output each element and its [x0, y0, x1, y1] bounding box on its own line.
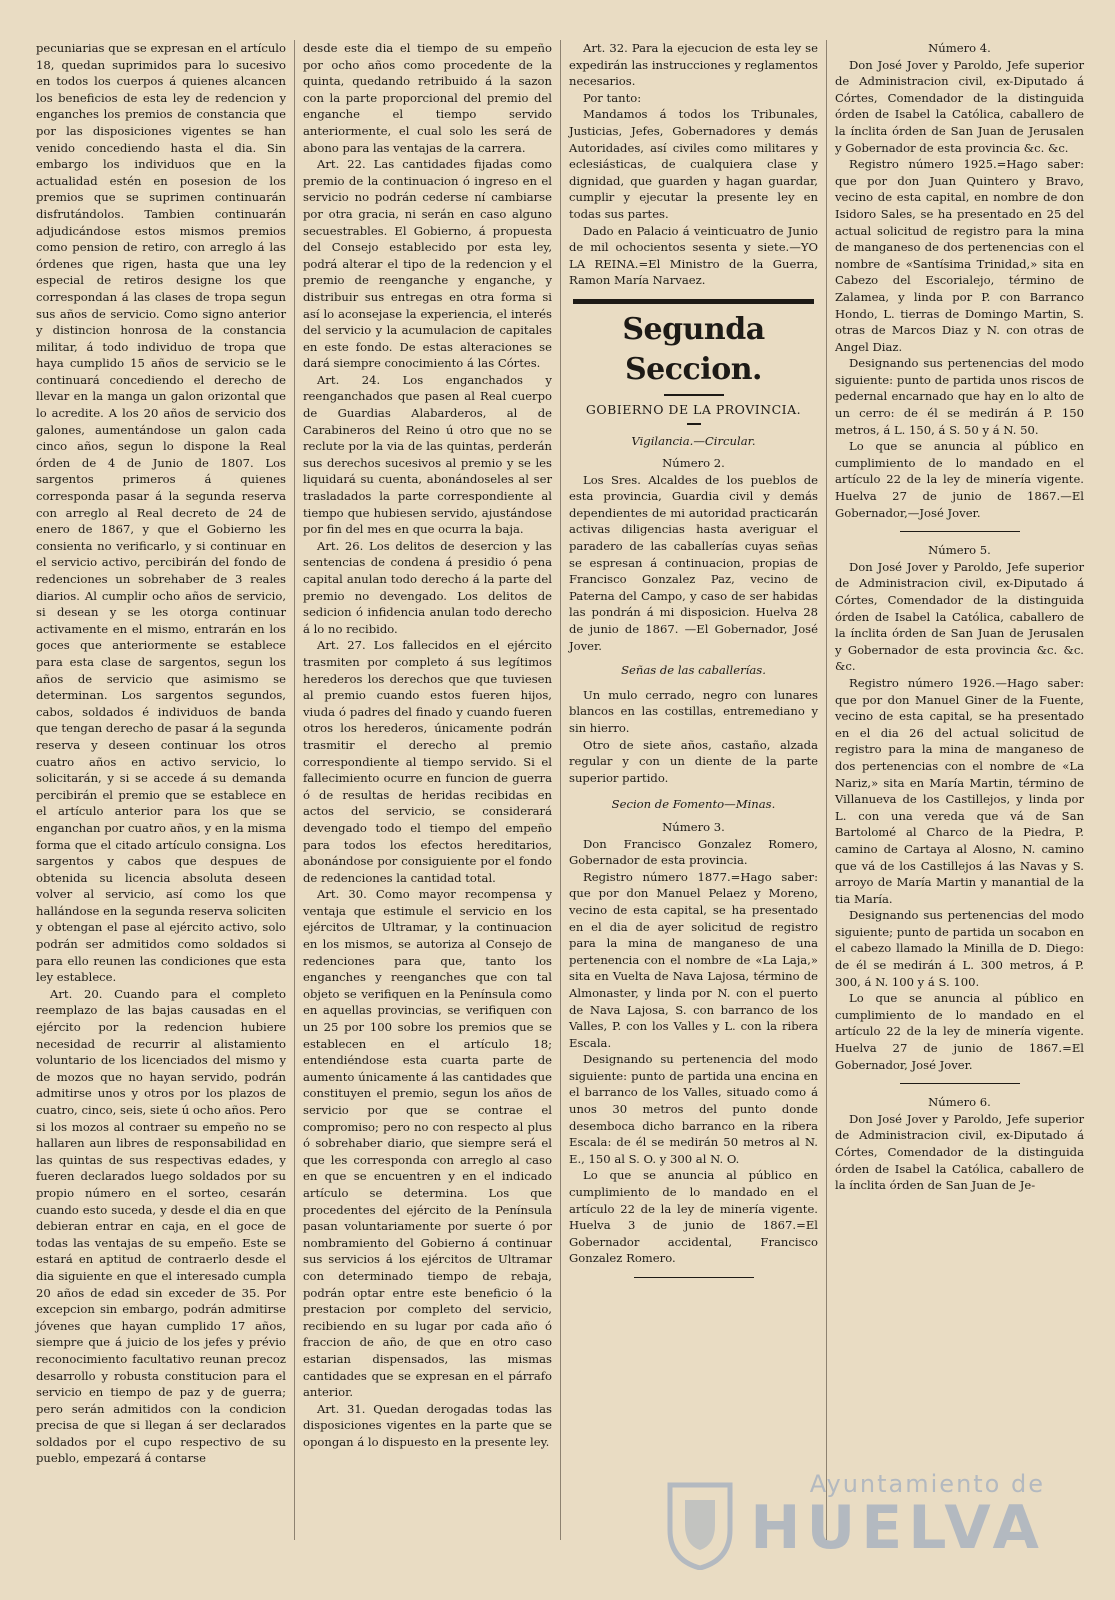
column-4 [826, 40, 1092, 1540]
government-title: GOBIERNO DE LA PROVINCIA. [585, 401, 802, 417]
number-2-heading: Número 2. [662, 456, 725, 471]
divider [687, 423, 701, 425]
paragraph: Don José Jover y Paroldo, Jefe superior de Administracion civil, ex-Diputado á Córtes, Comendador de la distinguida órden de Isabel la Católica, caballero de la ínclita órden de San Juan de Jerusalen y Gobernador de esta provincia &c. &c. &c. [835, 559, 1084, 674]
paragraph: Art. 20. Cuando para el completo reemplazo de las bajas causadas en el ejército por la redencion hubiere necesidad de recurrir al alistamiento voluntario de los licenciados del mismo y de mozos que no hayan servido, podrán admitirse unos y otros por los plazos de cuatro, cinco, seis, siete ú ocho años. Pero si los mozos al contraer su empeño no se hallaren aun libres de responsabilidad en las quintas de sus respectivas edades, y fueren declarados luego soldados por su propio número en el sorteo, cesarán cuando esto suceda, y desde el dia en que debieran entrar en caja, en el goce de todas las ventajas de su empeño. Este se estará en aptitud de contraerlo desde el dia siguiente en que el interesado cumpla 20 años de edad sin exceder de 35. Por excepcion sin embargo, podrán admitirse jóvenes que hayan cumplido 17 años, siempre que á juicio de los jefes y prévio reconocimiento facultativo reunan precoz desarrollo y robusta constitucion para el servicio en tiempo de paz y de guerra; pero serán admitidos con la condicion precisa de que si llegan á ser declarados soldados por el cupo respectivo de su pueblo, empezará á contarse [36, 986, 286, 1466]
section-rule [573, 299, 814, 304]
divider [634, 1277, 754, 1278]
paragraph: Designando su pertenencia del modo siguiente: punto de partida una encina en el barranco de los Valles, situado como á unos 30 metros del punto donde desemboca dicho barranco en la ribera Escala: de él se medirán 50 metros al N. E., 150 al S. O. y 300 al N. O. [569, 1052, 818, 1166]
paragraph: Don José Jover y Paroldo, Jefe superior de Administracion civil, ex-Diputado á Córtes, Comendador de la distinguida órden de Isabel la Católica, caballero de la ínclita órden de San Juan de Je- [835, 1111, 1084, 1193]
fomento-heading: Secion de Fomento—Minas. [611, 797, 776, 812]
paragraph: Art. 22. Las cantidades fijadas como premio de la continuacion ó ingreso en el servicio no podrán cederse ní cambiarse por otra gracia, ni serán en caso alguno secuestrables. El Gobierno, á propuesta del Consejo establecido por esta ley, podrá alterar el tipo de la redencion y el premio de reenganche y enganche, y distribuir sus entregas en otra forma si así lo aconsejase la experiencia, el interés del servicio y la acumulacion de capitales en este fondo. De estas alteraciones se dará siempre conocimiento á las Córtes. [303, 157, 552, 371]
paragraph: Art. 31. Quedan derogadas todas las disposiciones vigentes en la parte que se opongan á lo dispuesto en la presente ley. [303, 1401, 552, 1449]
paragraph: Lo que se anuncia al público en cumplimiento de lo mandado en el artículo 22 de la ley de minería vigente. Huelva 3 de junio de 1867.=El Gobernador accidental, Francisco Gonzalez Romero. [569, 1168, 818, 1266]
paragraph: Art. 26. Los delitos de desercion y las sentencias de condena á presidio ó pena capital anulan todo derecho á la parte del premio no devengado. Los delitos de sedicion ó infidencia anulan todo derecho á lo no recibido. [303, 538, 552, 636]
column-1 [28, 40, 294, 1540]
number-3-heading: Número 3. [662, 819, 725, 834]
paragraph: Registro número 1926.—Hago saber: que por don Manuel Giner de la Fuente, vecino de esta capital, se ha presentado en el dia 26 del actual solicitud de registro para la mina de manganeso de dos pertenencias con el nombre de «La Nariz,» sita en María Martin, término de Villanueva de los Castillejos, y linda por L. con una vereda que vá de San Bartolomé al Charco de la Piedra, P. camino de Cartaya al Alosno, N. camino que vá de los Castillejos á las Navas y S. arroyo de María Martin y manantial de la tia María. [835, 675, 1084, 906]
divider [900, 531, 1020, 532]
vigilancia-heading: Vigilancia.—Circular. [631, 433, 756, 448]
paragraph: Otro de siete años, castaño, alzada regular y con un diente de la parte superior partido. [569, 737, 818, 785]
number-4-heading: Número 4. [928, 41, 991, 55]
paragraph: Dado en Palacio á veinticuatro de Junio de mil ochocientos sesenta y siete.—YO LA REINA.=El Ministro de la Guerra, Ramon María Narvaez. [569, 223, 818, 288]
paragraph: Registro número 1925.=Hago saber: que por don Juan Quintero y Bravo, vecino de esta capital, en nombre de don Isidoro Sales, se ha presentado en 25 del actual solicitud de registro para la mina de manganeso de dos pertenencias con el nombre de «Santísima Trinidad,» sita en Cabezo del Escorialejo, término de Zalamea, y linda por P. con Barranco Hondo, L. tierras de Domingo Martin, S. otras de Marcos Diaz y N. con otras de Angel Diaz. [835, 157, 1084, 354]
archive-watermark [645, 1470, 1045, 1580]
paragraph: Don José Jover y Paroldo, Jefe superior de Administracion civil, ex-Diputado á Córtes, Comendador de la distinguida órden de Isabel la Católica, caballero de la ínclita órden de San Juan de Jerusalen y Gobernador de esta provincia &c. &c. [835, 57, 1084, 155]
paragraph: pecuniarias que se expresan en el artículo 18, quedan suprimidos para lo sucesivo en todos los cuerpos á quienes alcancen los beneficios de esta ley de redencion y enganches los premios de constancia que por las disposiciones vigentes se han venido concediendo hasta el dia. Sin embargo los individuos que en la actualidad estén en posesion de los premios que se suprimen continuarán disfrutándolos. Tambien continuarán adjudicándose estos mismos premios como pension de retiro, con arreglo á las órdenes que rigen, hasta que una ley especial de retiros designe los que correspondan á las clases de tropa segun sus años de servicio. Como signo anterior y distincion honrosa de la constancia militar, á todo individuo de tropa que haya cumplido 15 años de servicio se le continuará concediendo el derecho de llevar en la manga un galon orizontal que lo acredite. A los 20 años de servicio dos galones, aumentándose un galon cada cinco años, segun lo dispone la Real órden de 4 de Junio de 1807. Los sargentos primeros á quienes corresponda pasar á la segunda reserva con arreglo al Real decreto de 24 de enero de 1867, y que el Gobierno les consienta no verificarlo, y si continuar en el servicio activo, percibirán del fondo de redenciones un sobrehaber de 3 reales diarios. Al cumplir ocho años de servicio, si desean y se les otorga continuar activamente en el mismo, entrarán en los goces que anteriormente se establece para esta clase de sargentos, segun los años de servicio que asimismo se determinan. Los sargentos segundos, cabos, soldados é individuos de banda que tengan derecho de pasar á la segunda reserva y deseen continuar los otros cuatro años en activo servicio, lo solicitarán, y si se accede á su demanda percibirán el premio que se establece en el artículo anterior para los que se enganchan por cuatro años, y en la misma forma que el citado artículo consigna. Los sargentos y cabos que despues de obtenida su licencia absoluta deseen volver al servicio, así como los que hallándose en la segunda reserva soliciten y obtengan el pase al ejército activo, solo podrán ser admitidos como soldados si para ello reunen las condiciones que esta ley establece. [36, 41, 287, 985]
newspaper-page [28, 40, 1092, 1580]
divider [900, 1083, 1020, 1084]
paragraph: Designando sus pertenencias del modo siguiente; punto de partida un socabon en el cabezo llamado la Minilla de D. Diego: de él se medirán á L. 300 metros, á P. 300, á N. 100 y á S. 100. [835, 908, 1084, 989]
column-2 [294, 40, 560, 1540]
paragraph: Por tanto: [583, 90, 642, 105]
coat-of-arms-icon [665, 1480, 735, 1570]
paragraph: Registro número 1877.=Hago saber: que por don Manuel Pelaez y Moreno, vecino de esta capital, se ha presentado en el dia de ayer solicitud de registro para la mina de manganeso de una pertenencia con el nombre de «La Laja,» sita en Vuelta de Nava Lajosa, término de Almonaster, y linda por N. con el puerto de Nava Lajosa, S. con barranco de los Valles, P. con los Valles y L. con la ribera Escala. [569, 869, 818, 1050]
watermark-main-text: HUELVA [750, 1493, 1045, 1563]
paragraph: Lo que se anuncia al público en cumplimiento de lo mandado en el artículo 22 de la ley de minería vigente. Huelva 27 de junio de 1867.=El Gobernador, José Jover. [835, 991, 1084, 1072]
section-title: Segunda Seccion. [622, 311, 765, 387]
divider [664, 394, 724, 396]
number-5-heading: Número 5. [928, 543, 991, 558]
paragraph: Art. 27. Los fallecidos en el ejército trasmiten por completo á sus legítimos herederos los derechos que que tuviesen al premio cuando estos fueren hijos, viuda ó padres del finado y cuando fueren otros los herederos, únicamente podrán trasmitir el derecho al premio correspondiente al tiempo servido. Si el fallecimiento ocurre en funcion de guerra ó de resultas de heridas recibidas en actos del servicio, se considerará devengado todo el tiempo del empeño para todos los efectos hereditarios, abonándose por consiguiente por el fondo de redenciones la cantidad total. [303, 638, 552, 885]
senas-heading: Señas de las caballerías. [621, 663, 766, 678]
paragraph: Designando sus pertenencias del modo siguiente: punto de partida unos riscos de pedernal encarnado que hay en lo alto de un cerro: de él se medirán á P. 150 metros, á L. 150, á S. 50 y á N. 50. [835, 356, 1084, 437]
paragraph: Lo que se anuncia al público en cumplimiento de lo mandado en el artículo 22 de la ley de minería vigente. Huelva 27 de junio de 1867.—El Gobernador,—José Jover. [835, 439, 1084, 520]
number-6-heading: Número 6. [928, 1095, 991, 1110]
paragraph: Don Francisco Gonzalez Romero, Gobernador de esta provincia. [569, 836, 818, 868]
paragraph: Art. 30. Como mayor recompensa y ventaja que estimule el servicio en los ejércitos de Ultramar, y la continuacion en los mismos, se autoriza al Consejo de redenciones para que, tanto los enganches y reenganches que con tal objeto se verifiquen en la Península como en aquellas provincias, se verifiquen con un 25 por 100 sobre los premios que se establecen en el artículo 18; entendiéndose esta cuarta parte de aumento únicamente á las cantidades que constituyen el premio, segun los años de servicio por que se contrae el compromiso; pero no con respecto al plus ó sobrehaber diario, que siempre será el que les corresponda con arreglo al caso en que se encuentren y en el indicado artículo se determina. Los que procedentes del ejército de la Península pasan voluntariamente por suerte ó por nombramiento del Gobierno á continuar sus servicios á los ejércitos de Ultramar con determinado tiempo de rebaja, podrán optar entre este beneficio ó la prestacion por completo del servicio, recibiendo en su lugar por cada año ó fraccion de año, de que en otro caso estarian dispensados, las mismas cantidades que se expresan en el párrafo anterior. [303, 887, 552, 1400]
paragraph: Art. 32. Para la ejecucion de esta ley se expedirán las instrucciones y reglamentos necesarios. [569, 41, 818, 89]
paragraph: Mandamos á todos los Tribunales, Justicias, Jefes, Gobernadores y demás Autoridades, así civiles como militares y eclesiásticas, de cualquiera clase y dignidad, que guarden y hagan guardar, cumplir y ejecutar la presente ley en todas sus partes. [569, 107, 818, 221]
paragraph: Art. 24. Los enganchados y reenganchados que pasen al Real cuerpo de Guardias Alabarderos, al de Carabineros del Reino ú otro que no se reclute por la via de las quintas, perderán sus derechos sucesivos al premio y se les liquidará su cuenta, abonándoseles al ser trasladados la parte correspondiente al tiempo que hubiesen servido, ajustándose por fin del mes en que ocurra la baja. [303, 372, 552, 537]
column-3 [560, 40, 826, 1540]
paragraph: Los Sres. Alcaldes de los pueblos de esta provincia, Guardia civil y demás dependientes de mi autoridad practicarán activas diligencias hasta averiguar el paradero de las caballerías cuyas señas se espresan á continuacion, propias de Francisco Gonzalez Paz, vecino de Paterna del Campo, y caso de ser habidas las pondrán á mi disposicion. Huelva 28 de junio de 1867. —El Gobernador, José Jover. [569, 472, 818, 653]
paragraph: desde este dia el tiempo de su empeño por ocho años como procedente de la quinta, quedando retribuido á la sazon con la parte proporcional del premio del enganche el tiempo servido anteriormente, el cual solo les será de abono para las ventajas de la carrera. [303, 41, 552, 155]
watermark-top-text: Ayuntamiento de [809, 1470, 1045, 1498]
paragraph: Un mulo cerrado, negro con lunares blancos en las costillas, entremediano y sin hierro. [569, 687, 818, 735]
